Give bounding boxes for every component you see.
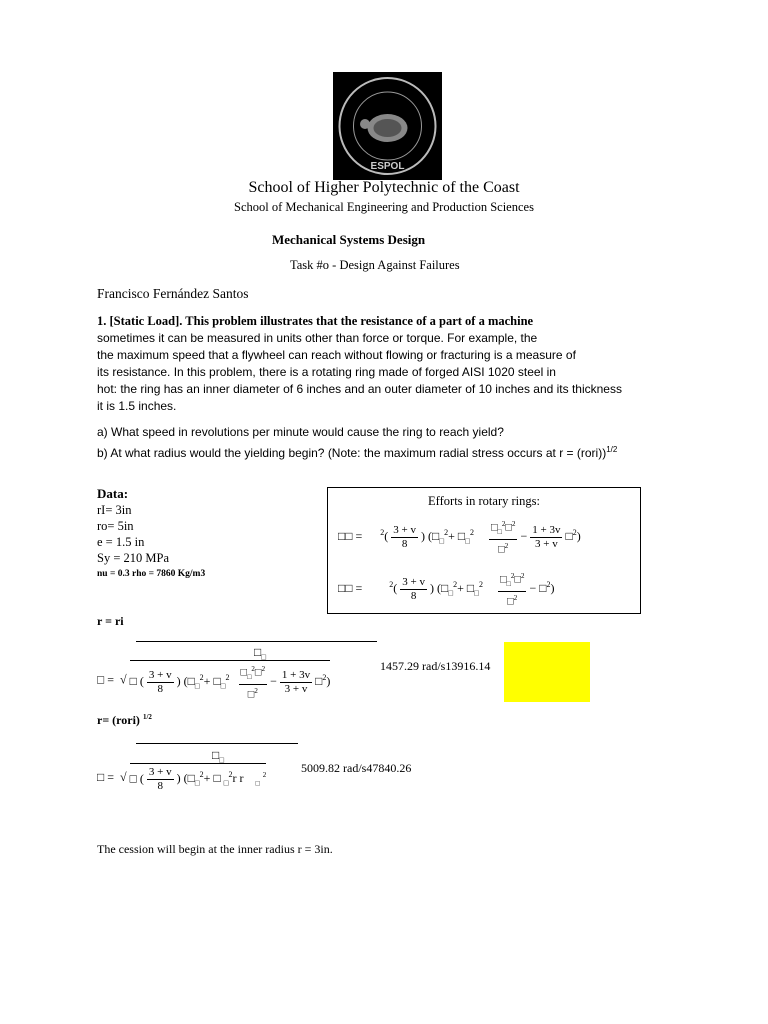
school-title: School of Higher Polytechnic of the Coast [248,179,520,196]
question-b-text: b) At what radius would the yielding begin? (Note: the maximum radial stress occurs at r = (rori)) [97,446,607,460]
calc2-label-text: r= (rori) [97,713,140,727]
data-ri: rI= 3in [97,503,132,517]
tangential-stress-formula: □□ = $^2$( $\frac{3 + v}{8}$ ) ($□_□^2+$ $□_□^2$ $\frac{□_□^2□^2}{□^2}$ − $\frac{1 + 3v}{3 + v}$ □$^2$) [338,520,581,556]
calc2-result: 5009.82 rad/s47840.26 [301,761,412,775]
fraction: $\frac{3 + v}{8}$ [148,766,172,792]
problem-lead: 1. [Static Load]. This problem illustrates that the resistance of a part of a machine [97,314,534,328]
data-nu-rho: nu = 0.3 rho = 7860 Kg/m3 [97,569,206,579]
data-block [97,486,205,582]
question-a: a) What speed in revolutions per minute would cause the ring to reach yield? [97,425,504,439]
data-e: e = 1.5 in [97,535,145,549]
formula-box [327,487,641,614]
problem-statement [97,313,657,415]
data-ro: ro= 5in [97,519,134,533]
fraction: $\frac{□_□^2□^2}{□^2}$ [490,520,516,556]
radial-stress-formula: □□ = $^2$( $\frac{3 + v}{8}$ ) ($□_□^2+$ $□_□^2$ $\frac{□_□^2□^2}{□^2}$ − □$^2$) [338,572,555,608]
course-title: Mechanical Systems Design [272,232,426,247]
author-name: Francisco Fernández Santos [97,286,249,301]
problem-line: it is 1.5 inches. [97,399,177,413]
calc2-label-exponent: 1/2 [142,713,152,721]
omega-formula-2: □ = √ □ ( $\frac{3 + v}{8}$ ) ($□_□^2+$ □ $_□^2$r r $_□$ $^2$ [97,763,266,793]
question-b [97,441,657,462]
fraction: $\frac{1 + 3v}{3 + v}$ [532,523,561,550]
calc2-label [97,713,152,728]
omega-formula-1: □ = √ □ ( $\frac{3 + v}{8}$ ) ($□_□^2+$ $□_□^2$ $\frac{□_□^2□^2}{□^2}$ − $\frac{1 + 3v}{3 + v}$ □$^2$) [97,660,330,702]
fraction: $\frac{3 + v}{8}$ [402,575,425,602]
question-b-exponent: 1/2 [606,445,618,454]
fraction: $\frac{1 + 3v}{3 + v}$ [281,668,311,695]
fraction: $\frac{□_□^2□^2}{□^2}$ [240,665,266,701]
fraction: $\frac{3 + v}{8}$ [148,668,172,695]
problem-line: hot: the ring has an inner diameter of 6 inches and an outer diameter of 10 inches and its thickness [97,382,622,396]
task-title: Task #o - Design Against Failures [290,258,460,272]
radicand-numerator: $□_□$ [254,645,267,662]
data-title: Data: [97,486,129,501]
problem-line: the maximum speed that a flywheel can reach without flowing or fracturing is a measure of [97,348,576,362]
calc1-result: 1457.29 rad/s13916.14 [380,659,491,673]
highlight-box [504,642,590,702]
conclusion: The cession will begin at the inner radius r = 3in. [97,842,333,856]
formula-box-title: Efforts in rotary rings: [428,494,540,508]
calc1-label: r = ri [97,614,124,628]
problem-line: its resistance. In this problem, there is a rotating ring made of forged AISI 1020 steel in [97,365,556,379]
fraction: $\frac{□_□^2□^2}{□^2}$ [499,572,525,608]
faculty-title: School of Mechanical Engineering and Production Sciences [234,200,534,214]
questions [97,424,657,462]
problem-line: sometimes it can be measured in units other than force or torque. For example, the [97,331,538,345]
radical-bar [136,743,298,744]
logo-lettering: ESPOL [370,161,405,172]
university-logo [333,72,442,180]
radical-bar [136,641,377,642]
fraction: $\frac{3 + v}{8}$ [393,523,416,550]
data-sy: Sy = 210 MPa [97,551,169,565]
radicand-numerator: $□_□$ [212,748,225,765]
